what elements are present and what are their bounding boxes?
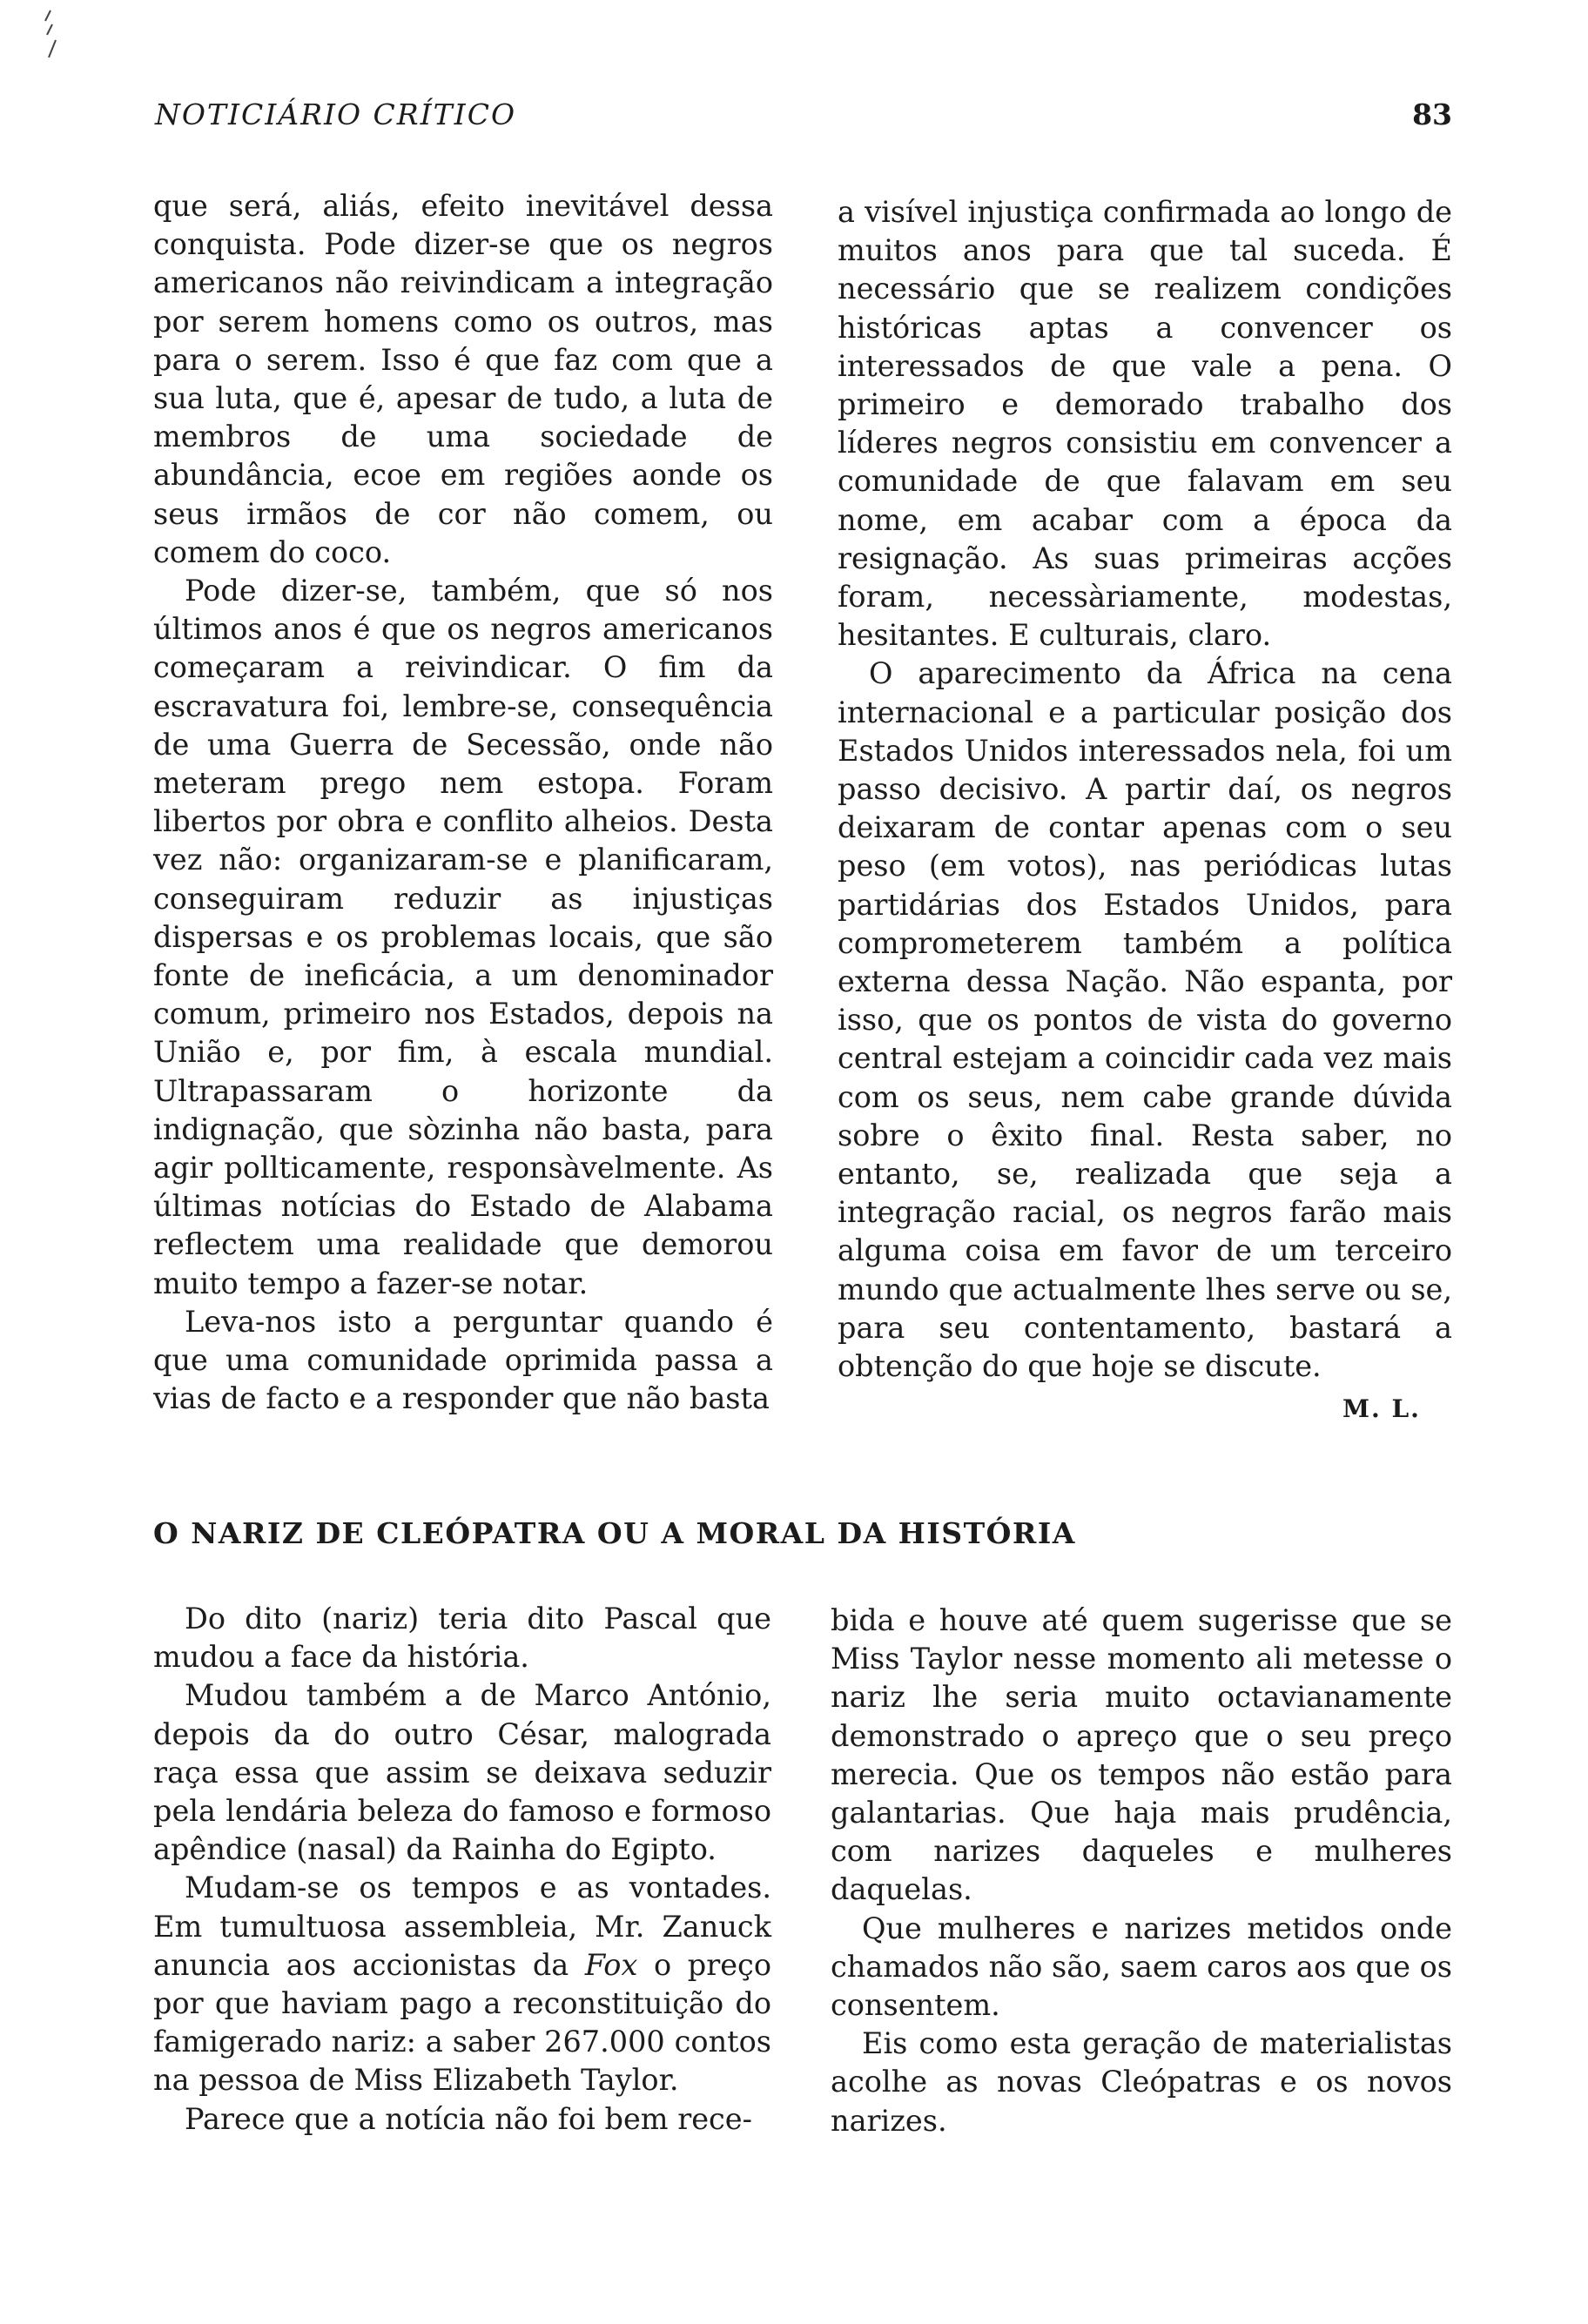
article2-column-left <box>153 1600 771 2139</box>
scan-mark <box>44 9 78 61</box>
paragraph: que será, aliás, efeito inevitável dessa conquista. Pode dizer-se que os negros americanos não reivindicam a integração por serem homens como os outros, mas para o serem. Isso é que faz com que a sua luta, que é, apesar de tudo, a luta de membros de uma sociedade de abundância, ecoe em regiões aonde os seus irmãos de cor não comem, ou comem do coco. <box>153 189 773 569</box>
paragraph: Leva-nos isto a perguntar quando é que uma comunidade oprimida passa a vias de facto e a responder que não basta <box>153 1304 773 1416</box>
author-initials: M. L. <box>1342 1394 1421 1423</box>
page-header <box>155 97 1452 141</box>
paragraph: Do dito (nariz) teria dito Pascal que mudou a face da história. <box>153 1602 771 1675</box>
article1-column-left <box>153 187 773 1419</box>
paragraph: Parece que a notícia não foi bem rece- <box>185 2101 752 2136</box>
italic-fox: Fox <box>584 1947 638 1982</box>
article2-column-right <box>831 1602 1452 2140</box>
paragraph: Eis como esta geração de materialistas acolhe as novas Cleópatras e os novos narizes. <box>831 2026 1452 2138</box>
running-title: NOTICIÁRIO CRÍTICO <box>155 97 517 131</box>
section-title: O NARIZ DE CLEÓPATRA OU A MORAL DA HISTÓRIA <box>153 1516 1076 1550</box>
paragraph: Pode dizer-se, também, que só nos últimos anos é que os negros americanos começaram a reivindicar. O fim da escravatura foi, lembre-se, consequência de uma Guerra de Secessão, onde não meteram prego nem estopa. Foram libertos por obra e conflito alheios. Desta vez não: organizaram-se e planificaram, conseguiram reduzir as injustiças dispersas e os problemas locais, que são fonte de ineficácia, a um denominador comum, primeiro nos Estados, depois na União e, por fim, à escala mundial. Ultrapassaram o horizonte da indignação, que sòzinha não basta, para agir pollticamente, responsàvelmente. As últimas notícias do Estado de Alabama reflectem uma realidade que demorou muito tempo a fazer-se notar. <box>153 574 773 1300</box>
paragraph: Que mulheres e narizes metidos onde chamados não são, saem caros aos que os consentem. <box>831 1911 1452 2023</box>
article1-column-right <box>838 193 1452 1386</box>
paragraph: O aparecimento da África na cena internacional e a particular posição dos Estados Unidos interessados nela, foi um passo decisivo. A partir daí, os negros deixaram de contar apenas com o seu peso (em votos), nas periódicas lutas partidárias dos Estados Unidos, para comprometerem também a política externa dessa Nação. Não espanta, por isso, que os pontos de vista do governo central estejam a coincidir cada vez mais com os seus, nem cabe grande dúvida sobre o êxito final. Resta saber, no entanto, se, realizada que seja a integração racial, os negros farão mais alguma coisa em favor de um terceiro mundo que actualmente lhes serve ou se, para seu contentamento, bastará a obtenção do que hoje se discute. <box>838 656 1452 1384</box>
paragraph: bida e houve até quem sugerisse que se Miss Taylor nesse momento ali metesse o nariz lhe seria muito octavianamente demonstrado o apreço que o seu preço merecia. Que os tempos não estão para galantarias. Que haja mais prudência, com narizes daqueles e mulheres daquelas. <box>831 1603 1452 1907</box>
text-run: o preço por que haviam pago a reconstituição do famigerado nariz: a saber 267.000 contos na pessoa de Miss Elizabeth Taylor. <box>153 1947 771 2098</box>
paragraph: Mudou também a de Marco António, depois da do outro César, malograda raça essa que assim se deixava seduzir pela lendária beleza do famoso e formoso apêndice (nasal) da Rainha do Egipto. <box>153 1678 771 1867</box>
paragraph <box>153 1869 771 2099</box>
text-run: Mudam-se os tempos e as vontades. Em tumultuosa assembleia, Mr. Zanuck anuncia aos accionistas da <box>153 1871 771 1982</box>
page-number: 83 <box>1412 97 1452 131</box>
paragraph: a visível injustiça confirmada ao longo de muitos anos para que tal suceda. É necessário que se realizem condições históricas aptas a convencer os interessados de que vale a pena. O primeiro e demorado trabalho dos líderes negros consistiu em convencer a comunidade de que falavam em seu nome, em acabar com a época da resignação. As suas primeiras acções foram, necessàriamente, modestas, hesitantes. E culturais, claro. <box>838 195 1452 653</box>
